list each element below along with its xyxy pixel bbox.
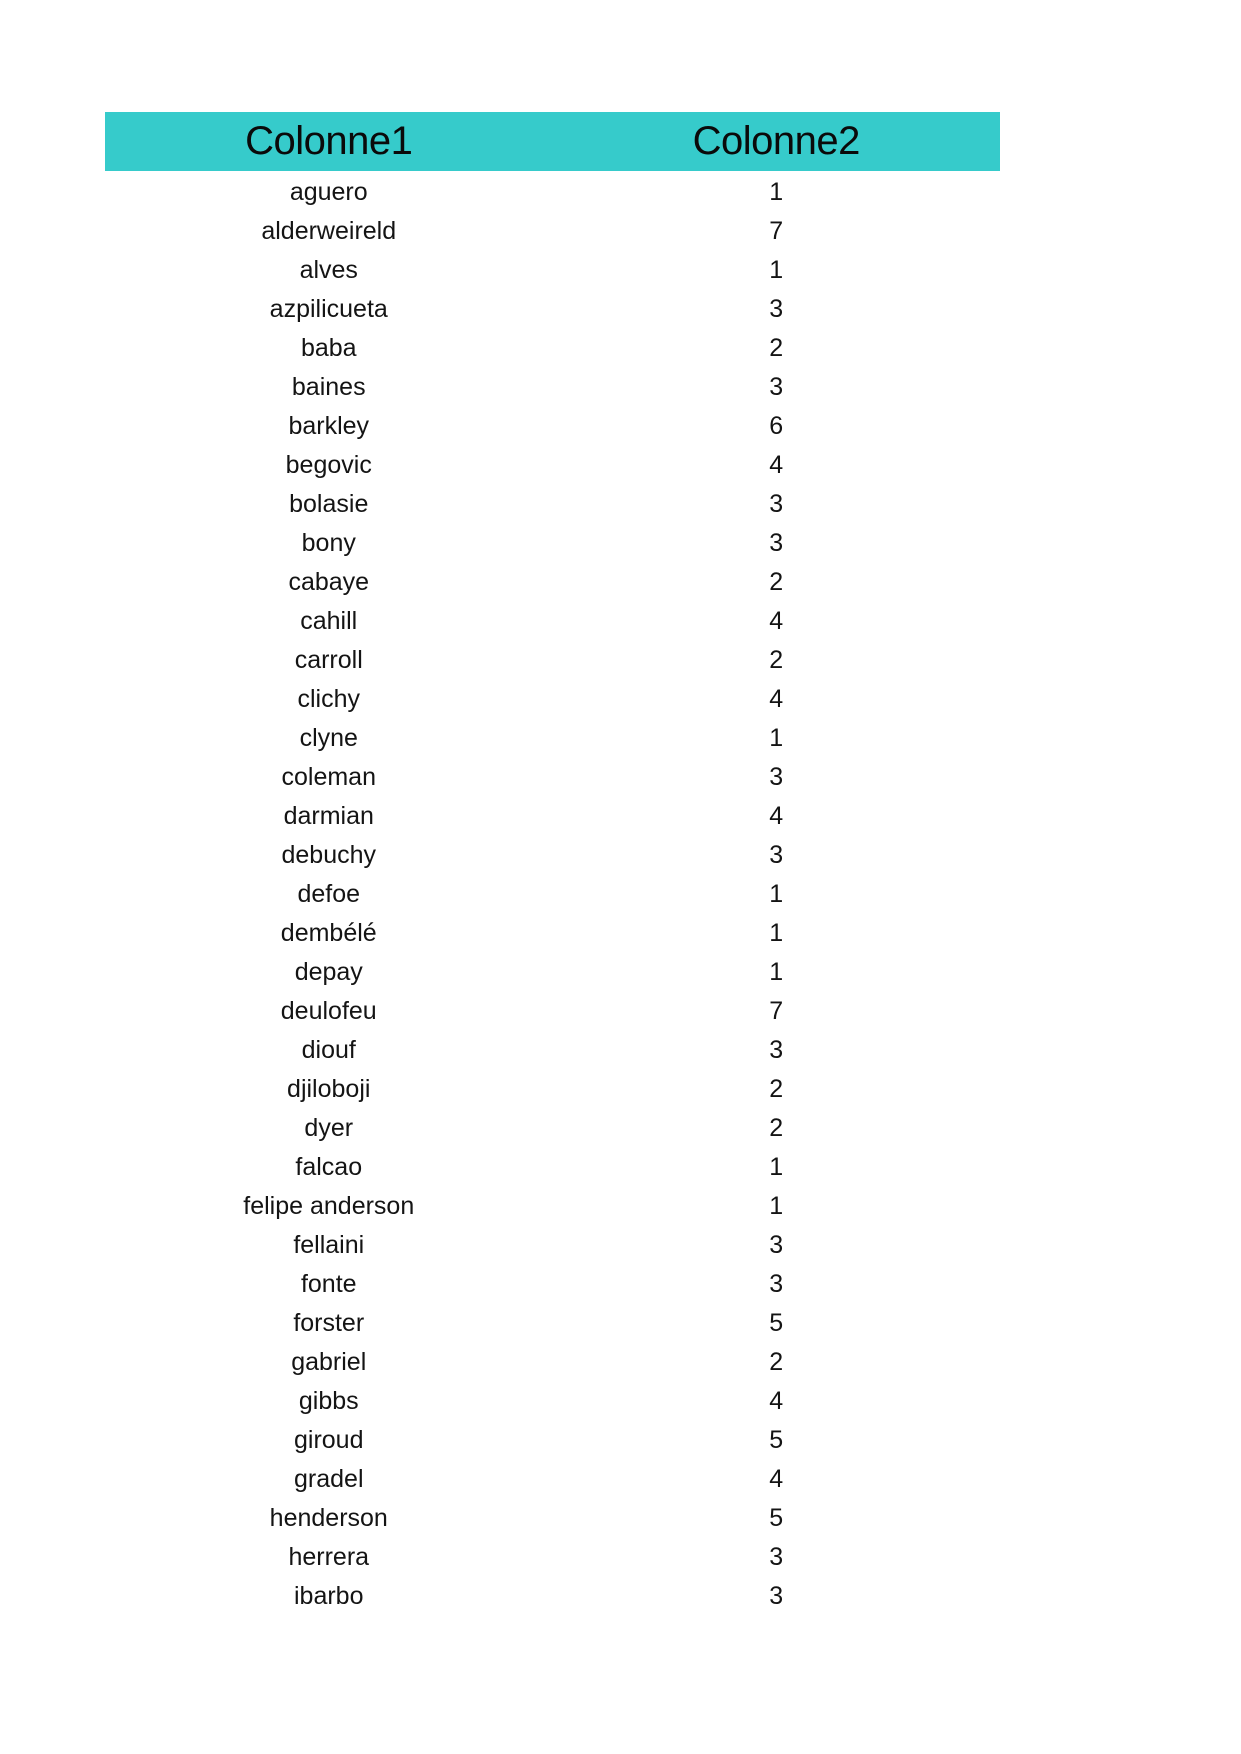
table-row: [105, 914, 1000, 953]
cell-count[interactable]: 6: [769, 412, 784, 440]
cell-name[interactable]: baines: [291, 373, 366, 401]
cell-count[interactable]: 3: [769, 1036, 784, 1064]
table-row: [105, 173, 1000, 212]
cell-count[interactable]: 1: [769, 880, 784, 908]
table-row: [105, 329, 1000, 368]
cell-count[interactable]: 4: [769, 1387, 784, 1415]
cell-count[interactable]: 5: [769, 1504, 784, 1532]
table-row: [105, 1421, 1000, 1460]
cell-name[interactable]: cahill: [300, 607, 358, 635]
table-row: [105, 875, 1000, 914]
table-row: [105, 368, 1000, 407]
table-row: [105, 797, 1000, 836]
cell-name[interactable]: cabaye: [288, 568, 370, 596]
cell-name[interactable]: debuchy: [281, 841, 377, 869]
table-row: [105, 524, 1000, 563]
cell-name[interactable]: barkley: [288, 412, 370, 440]
cell-count[interactable]: 7: [769, 217, 784, 245]
cell-name[interactable]: dembélé: [280, 919, 377, 947]
table-row: [105, 836, 1000, 875]
data-table: [105, 112, 1000, 1616]
table-row: [105, 1109, 1000, 1148]
cell-name[interactable]: gabriel: [291, 1348, 367, 1376]
cell-count[interactable]: 3: [769, 763, 784, 791]
cell-name[interactable]: baba: [300, 334, 357, 362]
cell-count[interactable]: 3: [769, 841, 784, 869]
cell-name[interactable]: bolasie: [289, 490, 369, 518]
table-row: [105, 641, 1000, 680]
table-row: [105, 1538, 1000, 1577]
table-header: [105, 112, 1000, 171]
table-row: [105, 446, 1000, 485]
cell-count[interactable]: 2: [769, 1348, 784, 1376]
cell-count[interactable]: 3: [769, 373, 784, 401]
table-row: [105, 602, 1000, 641]
cell-name[interactable]: herrera: [288, 1543, 370, 1571]
cell-count[interactable]: 1: [769, 256, 784, 284]
table-row: [105, 1499, 1000, 1538]
cell-count[interactable]: 1: [769, 724, 784, 752]
cell-name[interactable]: forster: [293, 1309, 365, 1337]
cell-count[interactable]: 1: [769, 919, 784, 947]
table-row: [105, 992, 1000, 1031]
table-row: [105, 1460, 1000, 1499]
column-header-colonne2[interactable]: Colonne2: [692, 119, 860, 163]
cell-name[interactable]: alderweireld: [261, 217, 397, 245]
table-row: [105, 1304, 1000, 1343]
cell-count[interactable]: 2: [769, 1114, 784, 1142]
cell-count[interactable]: 2: [769, 568, 784, 596]
cell-count[interactable]: 4: [769, 451, 784, 479]
cell-name[interactable]: aguero: [289, 178, 368, 206]
cell-count[interactable]: 3: [769, 490, 784, 518]
cell-count[interactable]: 4: [769, 685, 784, 713]
table-row: [105, 953, 1000, 992]
table-row: [105, 1226, 1000, 1265]
cell-name[interactable]: henderson: [269, 1504, 388, 1532]
cell-name[interactable]: giroud: [294, 1426, 364, 1454]
table-row: [105, 212, 1000, 251]
table-row: [105, 1070, 1000, 1109]
cell-name[interactable]: fonte: [300, 1270, 357, 1298]
cell-name[interactable]: darmian: [283, 802, 374, 830]
cell-count[interactable]: 4: [769, 802, 784, 830]
table-row: [105, 1031, 1000, 1070]
cell-name[interactable]: defoe: [297, 880, 361, 908]
table-body: [105, 171, 1000, 1616]
cell-count[interactable]: 3: [769, 1231, 784, 1259]
cell-count[interactable]: 5: [769, 1309, 784, 1337]
table-row: [105, 563, 1000, 602]
cell-name[interactable]: carroll: [294, 646, 363, 674]
cell-name[interactable]: azpilicueta: [269, 295, 388, 323]
cell-name[interactable]: gibbs: [298, 1387, 359, 1415]
cell-name[interactable]: diouf: [301, 1036, 356, 1064]
table-row: [105, 1382, 1000, 1421]
cell-name[interactable]: felipe anderson: [243, 1192, 415, 1220]
cell-name[interactable]: coleman: [281, 763, 376, 791]
cell-count[interactable]: 1: [769, 1153, 784, 1181]
table-row: [105, 1577, 1000, 1616]
cell-name[interactable]: depay: [294, 958, 363, 986]
cell-count[interactable]: 4: [769, 1465, 784, 1493]
cell-name[interactable]: deulofeu: [280, 997, 377, 1025]
cell-count[interactable]: 5: [769, 1426, 784, 1454]
table-row: [105, 1343, 1000, 1382]
cell-count[interactable]: 2: [769, 646, 784, 674]
cell-count[interactable]: 7: [769, 997, 784, 1025]
cell-count[interactable]: 3: [769, 1543, 784, 1571]
table-row: [105, 1148, 1000, 1187]
table-row: [105, 1265, 1000, 1304]
cell-count[interactable]: 3: [769, 529, 784, 557]
cell-count[interactable]: 1: [769, 178, 784, 206]
table-row: [105, 719, 1000, 758]
cell-name[interactable]: djiloboji: [287, 1075, 371, 1103]
cell-name[interactable]: bony: [301, 529, 356, 557]
cell-name[interactable]: clyne: [299, 724, 358, 752]
cell-name[interactable]: falcao: [295, 1153, 363, 1181]
table-row: [105, 407, 1000, 446]
cell-name[interactable]: alves: [299, 256, 358, 284]
table-row: [105, 290, 1000, 329]
cell-name[interactable]: dyer: [304, 1114, 354, 1142]
table-row: [105, 251, 1000, 290]
table-row: [105, 758, 1000, 797]
column-header-colonne1[interactable]: Colonne1: [245, 119, 413, 163]
cell-name[interactable]: gradel: [294, 1465, 364, 1493]
cell-count[interactable]: 4: [769, 607, 784, 635]
cell-count[interactable]: 2: [769, 334, 784, 362]
table-row: [105, 680, 1000, 719]
cell-count[interactable]: 3: [769, 1270, 784, 1298]
cell-count[interactable]: 2: [769, 1075, 784, 1103]
cell-count[interactable]: 1: [769, 1192, 784, 1220]
cell-name[interactable]: ibarbo: [294, 1582, 364, 1610]
cell-name[interactable]: fellaini: [293, 1231, 365, 1259]
cell-count[interactable]: 3: [769, 1582, 784, 1610]
cell-count[interactable]: 3: [769, 295, 784, 323]
table-row: [105, 485, 1000, 524]
cell-name[interactable]: begovic: [285, 451, 372, 479]
table-row: [105, 1187, 1000, 1226]
cell-count[interactable]: 1: [769, 958, 784, 986]
cell-name[interactable]: clichy: [297, 685, 360, 713]
